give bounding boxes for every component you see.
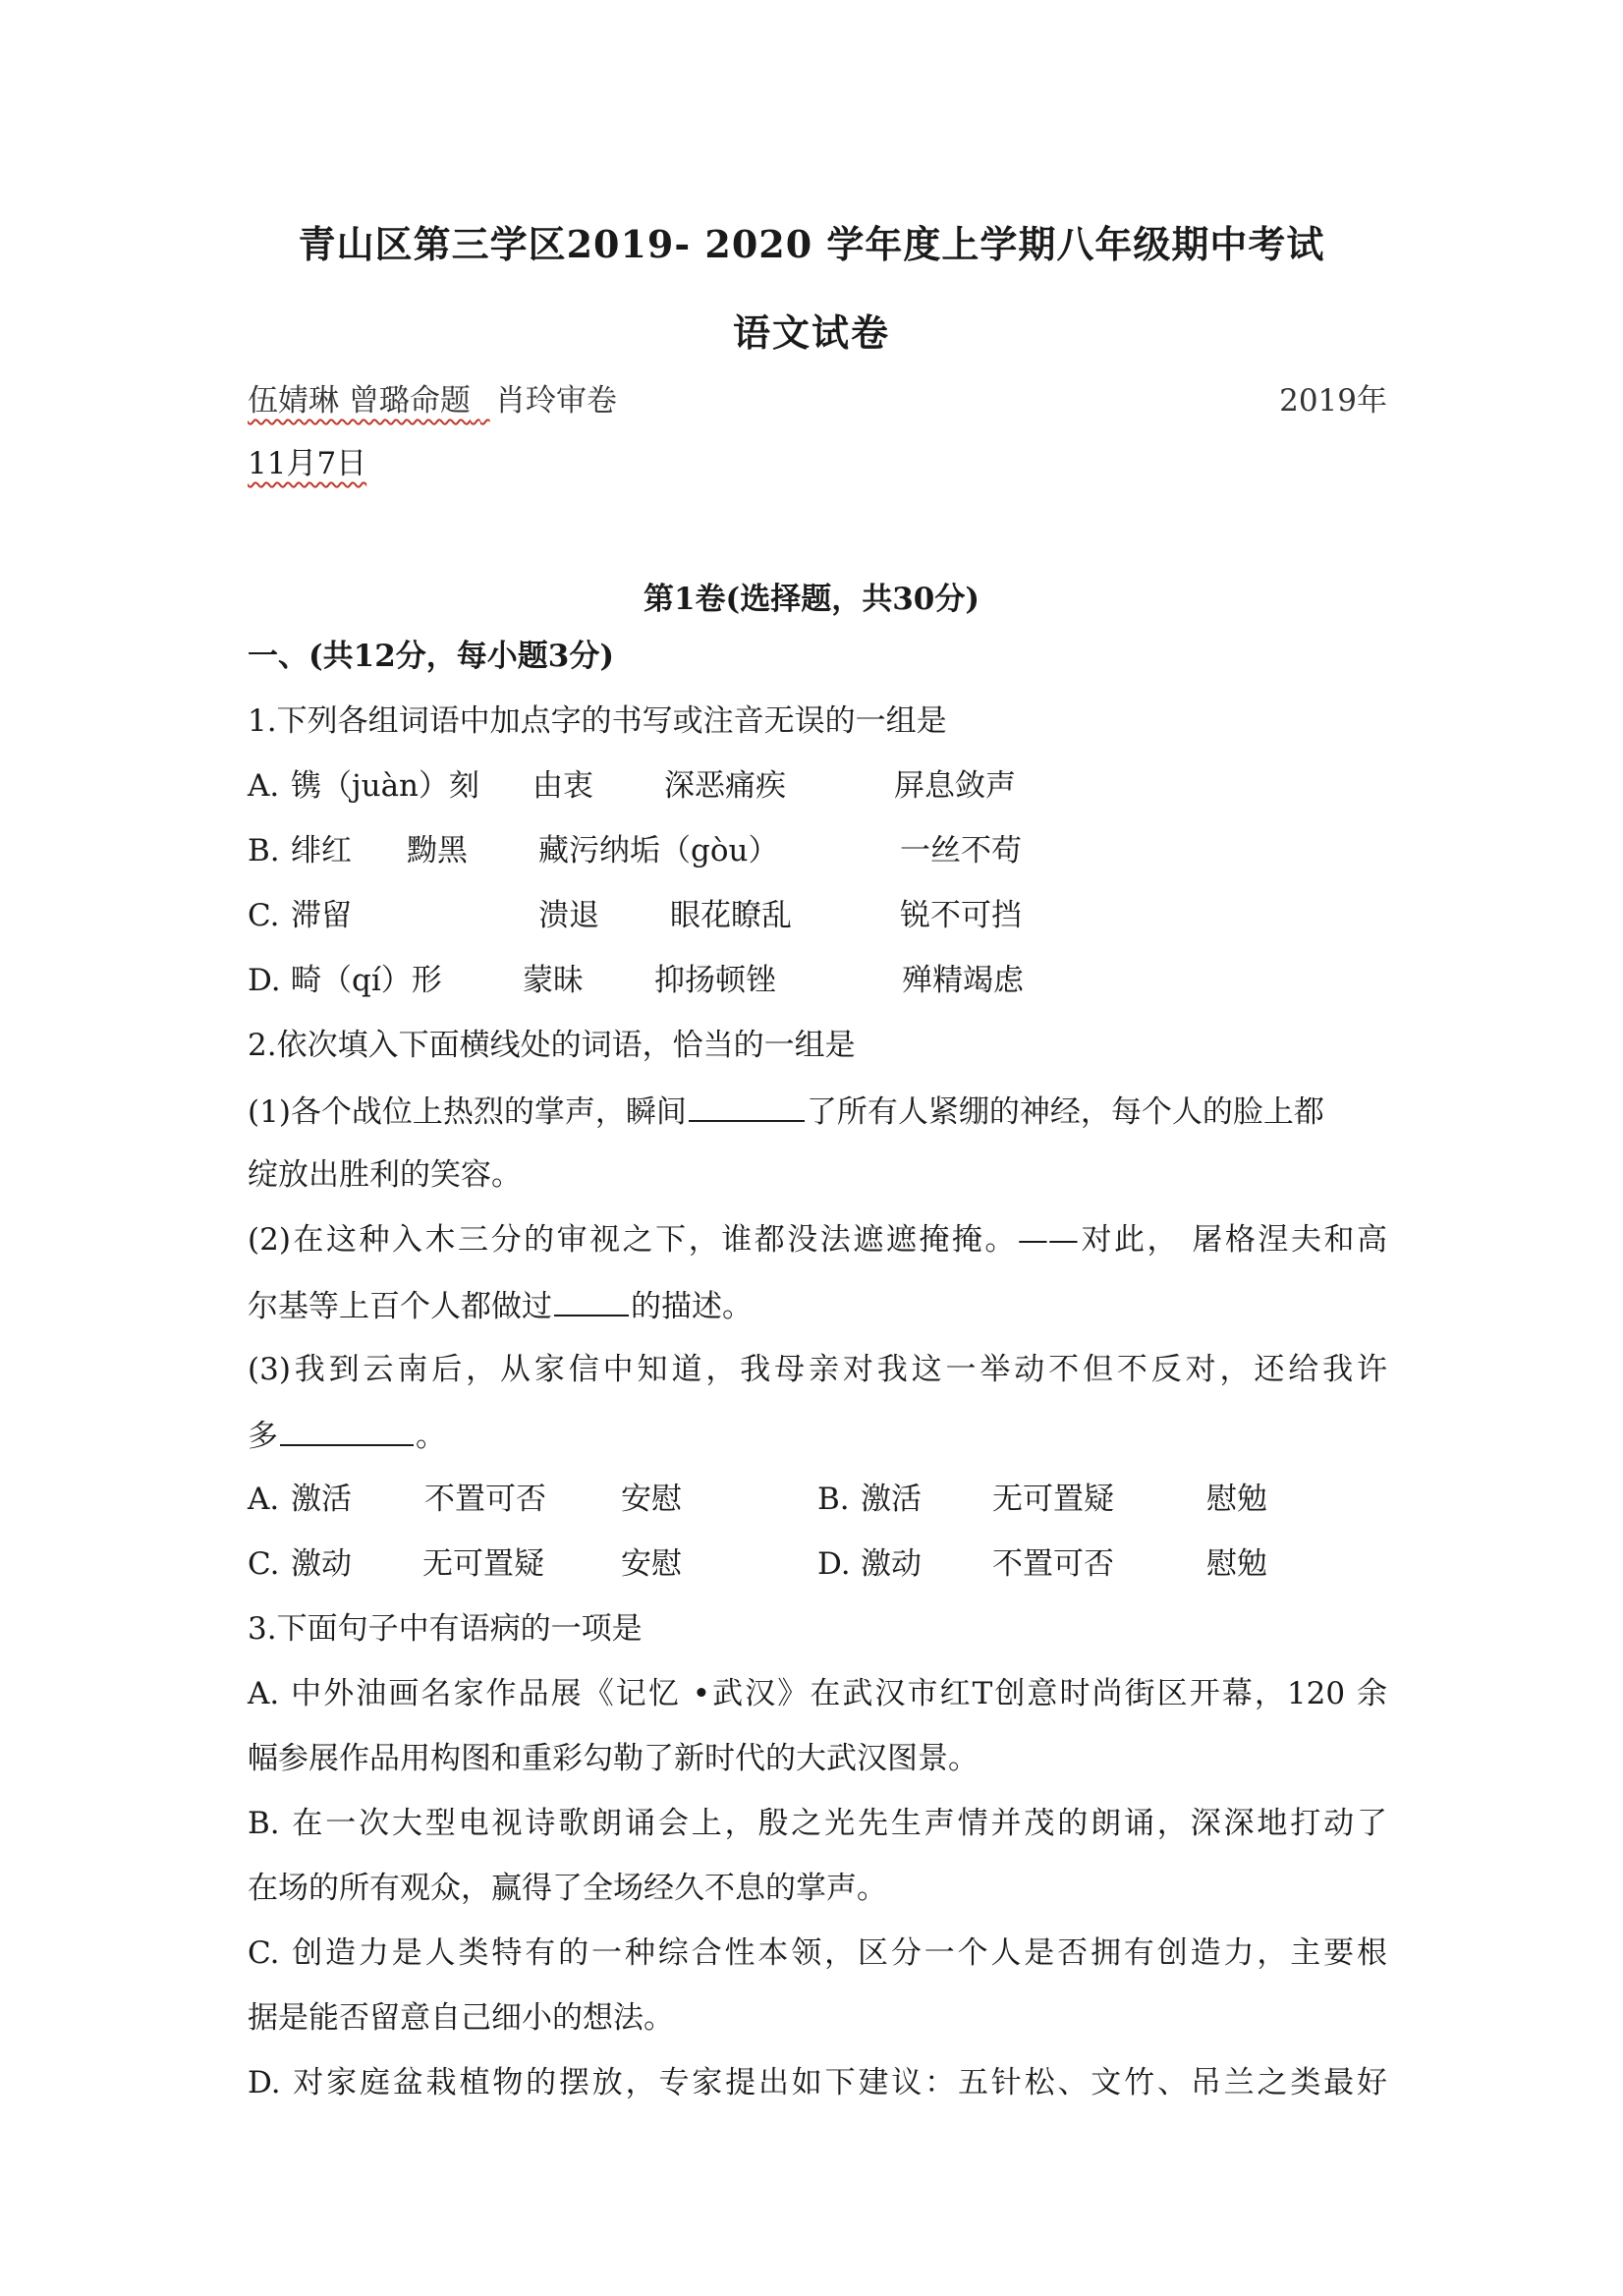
reviewer: 肖玲审卷 — [495, 383, 617, 419]
q2-sentence-3: (3)我到云南后，从家信中知道，我母亲对我这一举动不但不反对，还给我许 — [248, 1352, 1387, 1387]
q3-stem: 3.下面句子中有语病的一项是 — [248, 1611, 643, 1647]
q1-stem: 1.下列各组词语中加点字的书写或注音无误的一组是 — [248, 703, 947, 739]
q3-option-c: C. 创造力是人类特有的一种综合性本领，区分一个人是否拥有创造力，主要根 — [248, 1935, 1387, 1971]
q2-stem: 2.依次填入下面横线处的词语，恰当的一组是 — [248, 1028, 856, 1063]
q3-option-d: D. 对家庭盆栽植物的摆放，专家提出如下建议：五针松、文竹、吊兰之类最好 — [248, 2065, 1387, 2100]
blank-3 — [280, 1415, 414, 1446]
q3-option-a-cont: 幅参展作品用构图和重彩勾勒了新时代的大武汉图景。 — [248, 1741, 979, 1776]
date-line — [248, 444, 366, 483]
q2-sentence-1-cont: 绽放出胜利的笑容。 — [248, 1157, 522, 1193]
q3-option-c-cont: 据是能否留意自己细小的想法。 — [248, 2000, 674, 2036]
exam-page: 青山区第三学区2019- 2020 学年度上学期八年级期中考试 语文试卷 伍婧琳 曾璐命题 肖玲审卷 2019年 11月7日 第1卷(选择题，共30分) 一、(共12分，每小题3分) 1.下列各组词语中加点字的书写或注音无误的一组是 A. 镌（juàn）刻 由衷 深恶痛疾 屏息敛声 B. 绯红 黝黑 藏污纳垢（gòu） 一丝不苟 C. 滞留 溃退 眼花瞭乱 锐不可挡 D. 畸（qí）形 蒙昧 抑扬顿锉 殚精竭虑 2.依次填入下面横线处的词语，恰当的一组是 (1)各个战位上热烈的掌声，瞬间 了所有人紧绷的神经，每个人的脸上都 绽放出胜利的笑容。 (2)在这种入木三分的审视之下，谁都没法遮遮掩掩。——对此， 屠格涅夫和高 尔基等上百个人都做过 的描述。 (3)我到云南后，从家信中知道，我母亲对我这一举动不但不反对，还给我许 多 。 A. 激活 不置可否 安慰 B. 激活 无可置疑 慰勉 C. 激动 无可置疑 安慰 D. 激动 不置可否 慰勉 3.下面句子中有语病的一项是 A. 中外油画名家作品展《记忆 •武汉》在武汉市红T创意时尚街区开幕，120 余 幅参展作品用构图和重彩勾勒了新时代的大武汉图景。 B. 在一次大型电视诗歌朗诵会上，殷之光先生声情并茂的朗诵，深深地打动了 在场的所有观众，赢得了全场经久不息的掌声。 C. 创造力是人类特有的一种综合性本领，区分一个人是否拥有创造力，主要根 据是能否留意自己细小的想法。 D. 对家庭盆栽植物的摆放，专家提出如下建议：五针松、文竹、吊兰之类最好 — [0, 0, 1623, 2296]
exam-subtitle: 语文试卷 — [732, 310, 890, 355]
q3-option-b-cont: 在场的所有观众，赢得了全场经久不息的掌声。 — [248, 1871, 887, 1906]
exam-date: 11月7日 — [248, 446, 367, 481]
q2-sentence-2: (2)在这种入木三分的审视之下，谁都没法遮遮掩掩。——对此， 屠格涅夫和高 — [248, 1222, 1387, 1258]
blank-2 — [554, 1285, 629, 1316]
year: 2019年 — [1279, 383, 1387, 419]
authors: 伍婧琳 曾璐命题 — [248, 383, 471, 419]
section-title: 第1卷(选择题，共30分) — [643, 582, 980, 617]
q3-option-b: B. 在一次大型电视诗歌朗诵会上，殷之光先生声情并茂的朗诵，深深地打动了 — [248, 1806, 1387, 1841]
q2-sentence-3-cont: 多 。 — [248, 1415, 446, 1456]
q3-option-a: A. 中外油画名家作品展《记忆 •武汉》在武汉市红T创意时尚街区开幕，120 余 — [248, 1676, 1387, 1711]
q2-sentence-2-cont: 尔基等上百个人都做过 的描述。 — [248, 1285, 753, 1326]
exam-title: 青山区第三学区2019- 2020 学年度上学期八年级期中考试 — [298, 222, 1325, 266]
blank-1 — [689, 1091, 805, 1122]
author-line — [248, 381, 1387, 420]
part-one-heading: 一、(共12分，每小题3分) — [248, 639, 615, 674]
q2-sentence-1: (1)各个战位上热烈的掌声，瞬间 了所有人紧绷的神经，每个人的脸上都 — [248, 1091, 1324, 1132]
